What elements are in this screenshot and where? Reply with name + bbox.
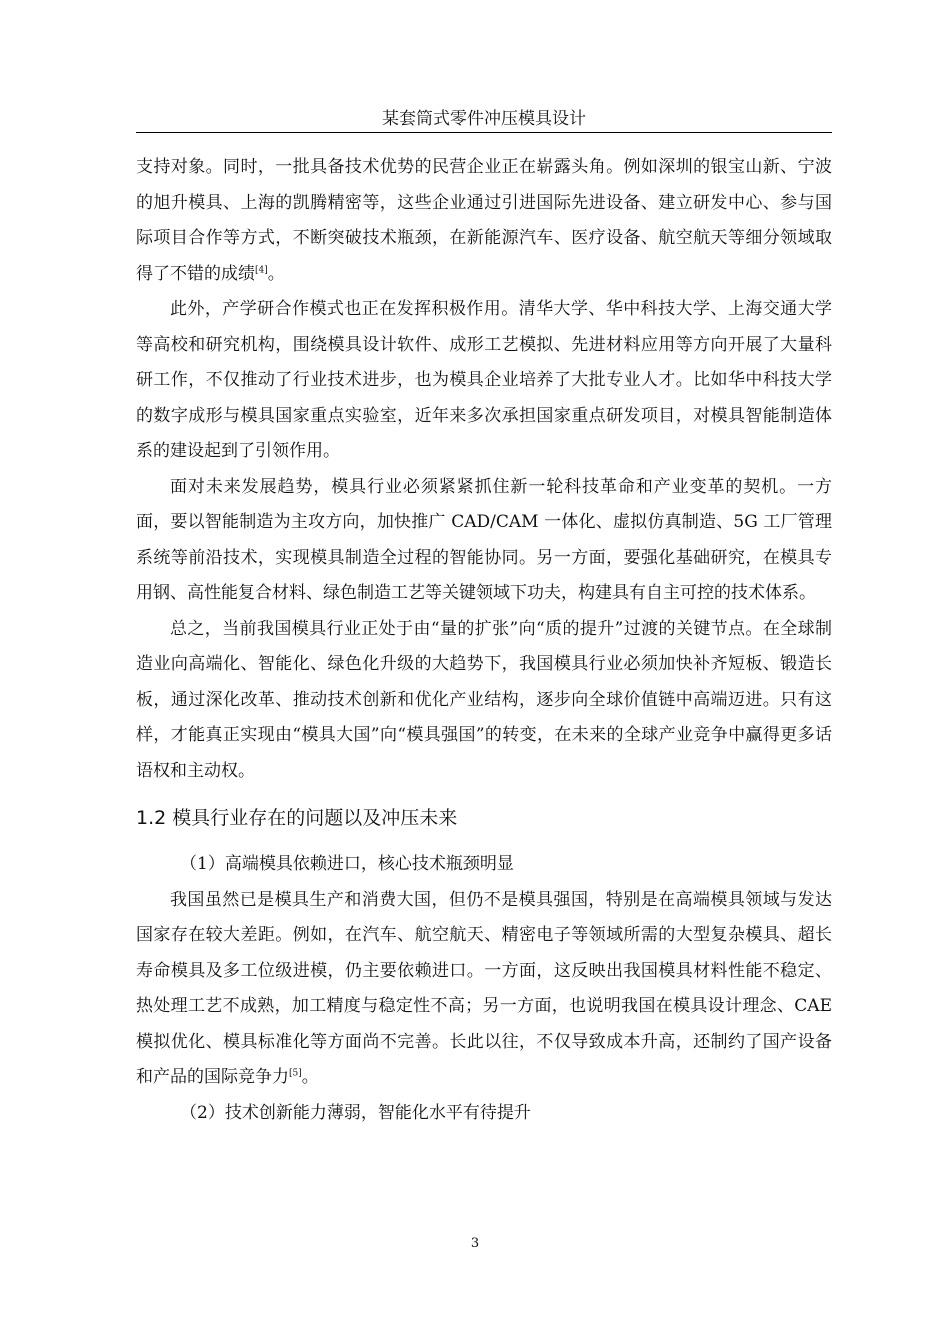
page-number: 3 xyxy=(470,1236,480,1251)
header-divider xyxy=(136,132,832,133)
paragraph-high-end-molds xyxy=(136,883,832,1096)
section-heading: 1.2 模具行业存在的问题以及冲压未来 xyxy=(136,807,458,829)
paragraph-continuation xyxy=(136,150,832,292)
paragraph-tail: 。 xyxy=(301,1067,319,1087)
paragraph-future-trends: 面对未来发展趋势，模具行业必须紧紧抓住新一轮科技革命和产业变革的契机。一方面，要以智能制造为主攻方向，加快推广 CAD/CAM 一体化、虚拟仿真制造、5G 工厂管理系统等前沿技术，实现模具制造全过程的智能协同。另一方面，要强化基础研究，在模具专用钢、高性能复合材料、绿色制造工艺等关键领域下功夫，构建具有自主可控的技术体系。 xyxy=(136,476,832,603)
subsection-heading-2: （2）技术创新能力薄弱，智能化水平有待提升 xyxy=(180,1102,531,1123)
page-body xyxy=(136,150,832,1131)
citation-ref[interactable]: [5] xyxy=(289,1068,302,1079)
subsection-heading-1: （1）高端模具依赖进口，核心技术瓶颈明显 xyxy=(180,854,514,874)
running-header: 某套筒式零件冲压模具设计 xyxy=(382,109,586,129)
citation-ref[interactable]: [4] xyxy=(255,264,268,275)
paragraph-summary: 总之，当前我国模具行业正处于由“量的扩张”向“质的提升”过渡的关键节点。在全球制造业向高端化、智能化、绿色化升级的大趋势下，我国模具行业必须加快补齐短板、锻造长板，通过深化改革、推动技术创新和优化产业结构，逐步向全球价值链中高端迈进。只有这样，才能真正实现由“模具大国”向“模具强国”的转变，在未来的全球产业竞争中赢得更多话语权和主动权。 xyxy=(136,618,832,781)
paragraph-tail: 。 xyxy=(267,263,285,284)
paragraph-industry-academia: 此外，产学研合作模式也正在发挥积极作用。清华大学、华中科技大学、上海交通大学等高校和研究机构，围绕模具设计软件、成形工艺模拟、先进材料应用等方向开展了大量科研工作，不仅推动了行业技术进步，也为模具企业培养了大批专业人才。比如华中科技大学的数字成形与模具国家重点实验室，近年来多次承担国家重点研发项目，对模具智能制造体系的建设起到了引领作用。 xyxy=(136,299,832,461)
paragraph-text: 支持对象。同时，一批具备技术优势的民营企业正在崭露头角。例如深圳的银宝山新、宁波的旭升模具、上海的凯腾精密等，这些企业通过引进国际先进设备、建立研发中心、参与国际项目合作等方式，不断突破技术瓶颈，在新能源汽车、医疗设备、航空航天等细分领域取得了不错的成绩 xyxy=(136,157,832,284)
paragraph-text: 我国虽然已是模具生产和消费大国，但仍不是模具强国，特别是在高端模具领域与发达国家存在较大差距。例如，在汽车、航空航天、精密电子等领域所需的大型复杂模具、超长寿命模具及多工位级进模，仍主要依赖进口。一方面，这反映出我国模具材料性能不稳定、热处理工艺不成熟，加工精度与稳定性不高；另一方面，也说明我国在模具设计理念、CAE 模拟优化、模具标准化等方面尚不完善。长此以往，不仅导致成本升高，还制约了国产设备和产品的国际竞争力 xyxy=(136,889,832,1087)
